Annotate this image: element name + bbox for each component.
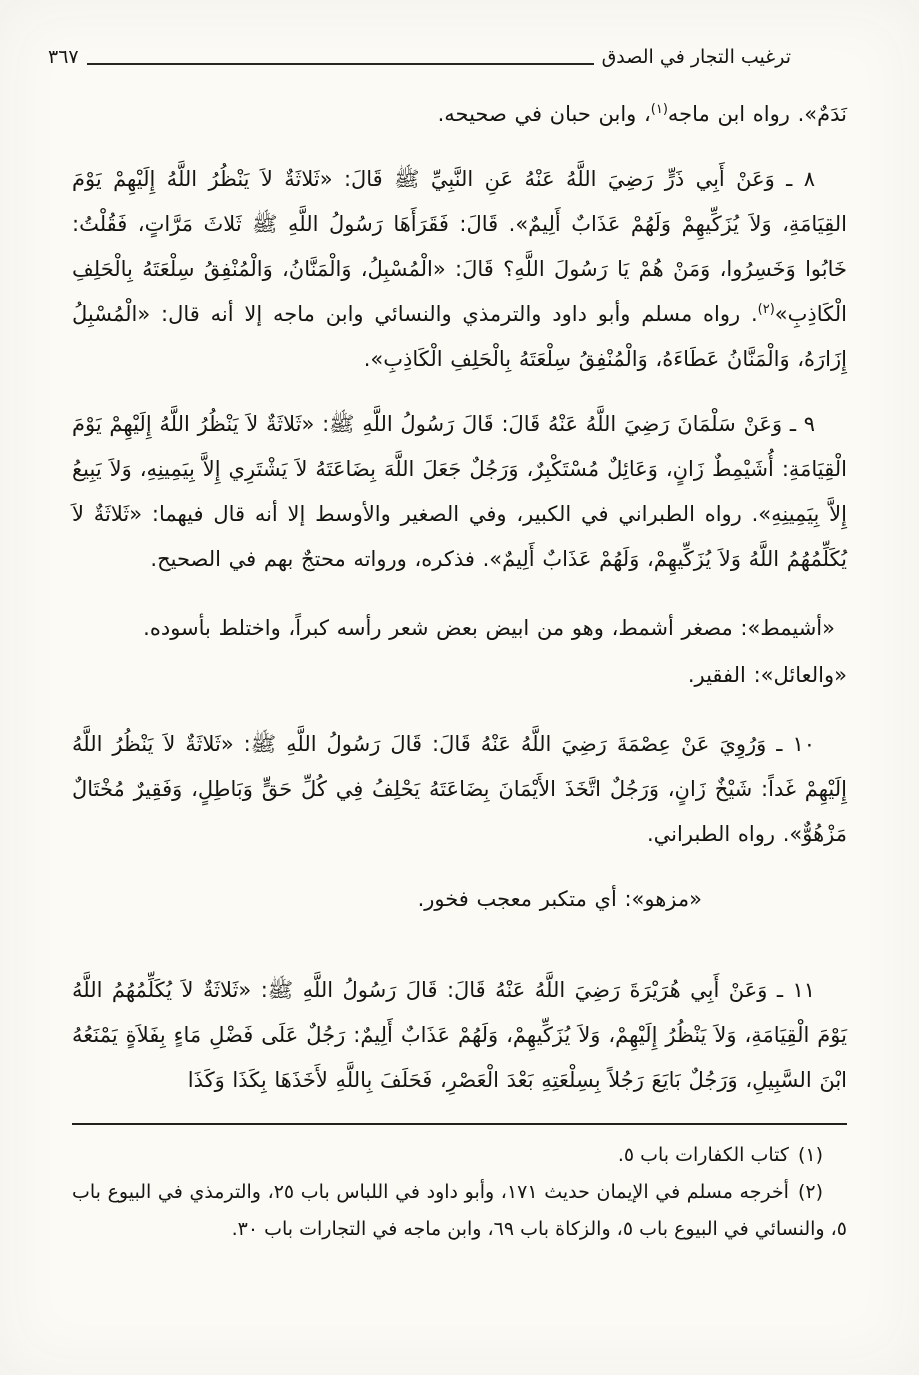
hadith-9-paragraph: ٩ ـ وَعَنْ سَلْمَانَ رَضِيَ اللَّهُ عَنْهُ قَالَ: قَالَ رَسُولُ اللَّهِ ﷺ: «ثَلاثَةٌ لاَ يَنْظُرُ اللَّهُ إِلَيْهِمْ يَوْمَ الْقِيَامَةِ: أُشَيْمِطٌ زَانٍ، وَعَائِلٌ مُسْتَكْبِرٌ، وَرَجُلٌ جَعَلَ اللَّهَ بِضَاعَتَهُ لاَ يَشْتَرِي إِلاَّ بِيَمِينِهِ، وَلاَ يَبِيعُ إِلاَّ بِيَمِينِهِ». رواه الطبراني في الكبير، وفي الصغير والأوسط إلا أنه قال فيهما: «ثَلاثَةٌ لاَ يُكَلِّمُهُمُ اللَّهُ وَلاَ يُزَكِّيهِمْ، وَلَهُمْ عَذَابٌ أَلِيمٌ». فذكره، ورواته محتجٌ بهم في الصحيح. xyxy=(72,412,847,571)
footnotes-section xyxy=(72,1123,847,1248)
footnote-2-text: أخرجه مسلم في الإيمان حديث ١٧١، وأبو داود في اللباس باب ٢٥، والترمذي في البيوع باب ٥، والنسائي في البيوع باب ٥، والزكاة باب ٦٩، وابن ماجه في التجارات باب ٣٠. xyxy=(72,1181,847,1240)
gloss-ushaymit: «أشيمط»: مصغر أشمط، وهو من ابيض بعض شعر رأسه كبراً، واختلط بأسوده. xyxy=(143,616,835,640)
hadith-11-paragraph: ١١ ـ وَعَنْ أَبِي هُرَيْرَةَ رَضِيَ اللَّهُ عَنْهُ قَالَ: قَالَ رَسُولُ اللَّهِ ﷺ: «ثَلاثَةٌ لاَ يُكَلِّمُهُمُ اللَّهُ يَوْمَ الْقِيَامَةِ، وَلاَ يَنْظُرُ إِلَيْهِمْ، وَلاَ يُزَكِّيهِمْ، وَلَهُمْ عَذَابٌ أَلِيمٌ: رَجُلٌ عَلَى فَضْلِ مَاءٍ بِفَلاَةٍ يَمْنَعُهُ ابْنَ السَّبِيلِ، وَرَجُلٌ بَايَعَ رَجُلاً بِسِلْعَتِهِ بَعْدَ الْعَصْرِ، فَحَلَفَ بِاللَّهِ لأَخَذَهَا بِكَذَا وَكَذَا xyxy=(72,978,847,1092)
gloss-mazhu: «مزهو»: أي متكبر معجب فخور. xyxy=(417,887,702,911)
page-number: ٣٦٧ xyxy=(48,46,79,68)
hadith-10-paragraph: ١٠ ـ وَرُوِيَ عَنْ عِصْمَةَ رَضِيَ اللَّهُ عَنْهُ قَالَ: قَالَ رَسُولُ اللَّهِ ﷺ: «ثَلاثَةٌ لاَ يَنْظُرُ اللَّهُ إِلَيْهِمْ غَداً: شَيْخٌ زَانٍ، وَرَجُلٌ اتَّخَذَ الأَيْمَانَ بِضَاعَتَهُ يَحْلِفُ فِي كُلِّ حَقٍّ وَبَاطِلٍ، وَفَقِيرٌ مُخْتَالٌ مَزْهُوٌّ». رواه الطبراني. xyxy=(72,732,847,846)
header-rule xyxy=(87,63,594,65)
running-head-title: ترغيب التجار في الصدق xyxy=(601,46,791,68)
page-body xyxy=(72,92,847,1103)
footnote-1 xyxy=(72,1137,847,1174)
page-header xyxy=(48,46,847,70)
footnote-2-marker: (٢) xyxy=(797,1181,824,1203)
continuation-paragraph: نَدَمٌ». رواه ابن ماجه$^{(١)}$، وابن حبان في صحيحه. xyxy=(437,102,847,126)
gloss-aail: «والعائل»: الفقير. xyxy=(687,663,847,687)
hadith-8-paragraph: ٨ ـ وَعَنْ أَبِي ذَرٍّ رَضِيَ اللَّهُ عَنْهُ عَنِ النَّبِيِّ ﷺ قَالَ: «ثَلاثَةٌ لاَ يَنْظُرُ اللَّهُ إِلَيْهِمْ يَوْمَ القِيَامَةِ، وَلاَ يُزَكِّيهِمْ وَلَهُمْ عَذَابٌ أَلِيمٌ». قَالَ: فَقَرَأَهَا رَسُولُ اللَّهِ ﷺ ثَلاثَ مَرَّاتٍ، فَقُلْتُ: خَابُوا وَخَسِرُوا، وَمَنْ هُمْ يَا رَسُولَ اللَّهِ؟ قَالَ: «الْمُسْبِلُ، وَالْمَنَّانُ، وَالْمُنْفِقُ سِلْعَتَهُ بِالْحَلِفِ الْكَاذِبِ»$^{(٢)}$. رواه مسلم وأبو داود والترمذي والنسائي وابن ماجه إلا أنه قال: «الْمُسْبِلُ إِزَارَهُ، وَالْمَنَّانُ عَطَاءَهُ، وَالْمُنْفِقُ سِلْعَتَهُ بِالْحَلِفِ الْكَاذِبِ». xyxy=(72,167,847,371)
footnote-1-marker: (١) xyxy=(797,1144,823,1166)
footnote-2 xyxy=(72,1174,847,1248)
footnote-1-text: كتاب الكفارات باب ٥. xyxy=(617,1144,789,1166)
